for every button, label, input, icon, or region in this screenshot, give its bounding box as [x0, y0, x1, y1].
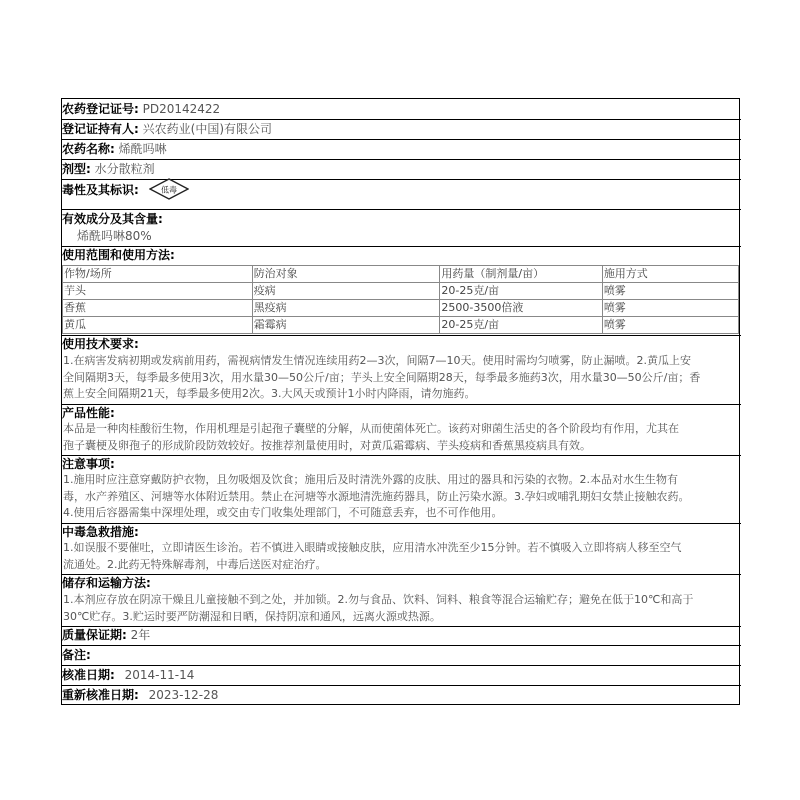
approve-value: 2014-11-14 [124, 668, 195, 682]
text-line: 4.使用后容器需集中深埋处理，或交由专门收集处理部门，不可随意丢弃，也不可作他用。 [63, 506, 503, 519]
name-value: 烯酰吗啉 [118, 142, 167, 156]
low-toxicity-symbol-text: 低毒 [160, 185, 177, 195]
text-line: 蕉上安全间隔期21天，每季最多使用2次。3.大风天或预计1小时内降雨，请勿施药。 [63, 387, 476, 400]
cell-dosage: 20-25克/亩 [440, 283, 602, 300]
low-toxicity-symbol-icon [149, 178, 189, 200]
toxicity-row [62, 181, 741, 209]
remarks-label: 备注: [62, 648, 91, 662]
divider [62, 119, 741, 120]
reapproval-date-row [62, 687, 741, 703]
firstaid-label: 中毒急救措施: [62, 525, 139, 539]
approval-date-row [62, 667, 741, 683]
divider [62, 685, 741, 686]
active-ingredient-row [62, 228, 741, 244]
cell-method: 喷雾 [602, 317, 738, 334]
text-line: 30℃贮存。3.贮运时要严防潮湿和日晒，保持阴凉和通风，远离火源或热源。 [63, 609, 441, 623]
usage-heading [62, 247, 741, 263]
reg-no-row [62, 101, 741, 117]
table-row [63, 317, 739, 334]
shelf-value: 2年 [130, 628, 151, 642]
divider [62, 139, 741, 140]
header-dosage: 用药量（制剂量/亩） [440, 266, 602, 283]
formulation-label: 剂型: [62, 162, 91, 176]
cell-target: 霜霉病 [252, 317, 440, 334]
text-line: 流通处。2.此药无特殊解毒剂，中毒后送医对症治疗。 [63, 557, 327, 571]
toxicity-label: 毒性及其标识: [62, 183, 139, 197]
storage-heading [62, 575, 741, 591]
divider [62, 665, 741, 666]
cell-crop: 黄瓜 [63, 317, 253, 334]
storage-label: 储存和运输方法: [62, 576, 151, 590]
cell-dosage: 2500-3500倍液 [440, 300, 602, 317]
holder-value: 兴农药业(中国)有限公司 [142, 122, 273, 136]
divider [62, 159, 741, 160]
divider [62, 209, 741, 210]
cell-crop: 芋头 [63, 283, 253, 300]
firstaid-heading [62, 524, 741, 540]
shelf-label: 质量保证期: [62, 628, 127, 642]
text-line: 1.施用时应注意穿戴防护衣物，且勿吸烟及饮食；施用后及时清洗外露的皮肤、用过的器具和污染的衣物。2.本品对水生生物有 [63, 473, 678, 486]
reapprove-label: 重新核准日期: [62, 688, 139, 702]
table-row [63, 283, 739, 300]
active-ingredient-heading [62, 211, 741, 227]
reg-no-label: 农药登记证号: [62, 102, 139, 116]
table-row [63, 300, 739, 317]
cell-dosage: 20-25克/亩 [440, 317, 602, 334]
cell-crop: 香蕉 [63, 300, 253, 317]
precautions-text [63, 472, 739, 522]
text-line: 1.本剂应存放在阴凉干燥且儿童接触不到之处，并加锁。2.勿与食品、饮料、饲料、粮食等混合运输贮存；避免在低于10℃和高于 [63, 593, 694, 606]
firstaid-text [63, 540, 739, 573]
performance-text [63, 421, 739, 454]
text-line: 孢子囊梗及卵孢子的形成阶段防效较好。按推荐剂量使用时，对黄瓜霜霉病、芋头疫病和香蕉黑疫病具有效。 [63, 438, 591, 452]
shelf-life-row [62, 627, 741, 643]
cell-target: 黑疫病 [252, 300, 440, 317]
usage-table [62, 265, 739, 334]
tech-text [63, 353, 739, 403]
holder-row [62, 121, 741, 137]
formulation-value: 水分散粒剂 [94, 162, 155, 176]
cell-method: 喷雾 [602, 300, 738, 317]
usage-label: 使用范围和使用方法: [62, 248, 175, 262]
reg-no-value: PD20142422 [142, 102, 221, 116]
text-line: 1.在病害发病初期或发病前用药，需视病情发生情况连续用药2—3次，间隔7—10天。使用时需均匀喷雾，防止漏喷。2.黄瓜上安 [63, 354, 691, 367]
performance-label: 产品性能: [62, 406, 115, 420]
approve-label: 核准日期: [62, 668, 115, 682]
text-line: 毒，水产养殖区、河塘等水体附近禁用。禁止在河塘等水源地清洗施药器具，防止污染水源。3.孕妇或哺乳期妇女禁止接触农药。 [63, 489, 690, 503]
remarks-row [62, 647, 741, 663]
name-label: 农药名称: [62, 142, 115, 156]
formulation-row [62, 161, 741, 177]
active-label: 有效成分及其含量: [62, 212, 163, 226]
text-line: 本品是一种肉桂酸衍生物，作用机理是引起孢子囊壁的分解，从而使菌体死亡。该药对卵菌生活史的各个阶段均有作用，尤其在 [63, 422, 679, 435]
precautions-heading [62, 456, 741, 472]
text-line: 全间隔期3天，每季最多使用3次，用水量30—50公斤/亩；芋头上安全间隔期28天，每季最多施药3次，用水量30—50公斤/亩；香 [63, 370, 701, 384]
cell-target: 疫病 [252, 283, 440, 300]
header-crop: 作物/场所 [63, 266, 253, 283]
tech-label: 使用技术要求: [62, 337, 139, 351]
text-line: 1.如误服不要催吐，立即请医生诊治。若不慎进入眼睛或接触皮肤，应用清水冲洗至少15分钟。若不慎吸入立即将病人移至空气 [63, 541, 682, 554]
table-header-row [63, 266, 739, 283]
cell-method: 喷雾 [602, 283, 738, 300]
tech-heading [62, 336, 741, 352]
performance-heading [62, 405, 741, 421]
registration-document [61, 98, 740, 705]
reapprove-value: 2023-12-28 [148, 688, 219, 702]
storage-text [63, 592, 739, 625]
precautions-label: 注意事项: [62, 457, 115, 471]
divider [62, 645, 741, 646]
header-method: 施用方式 [602, 266, 738, 283]
holder-label: 登记证持有人: [62, 122, 139, 136]
active-value: 烯酰吗啉80% [77, 229, 152, 243]
name-row [62, 141, 741, 157]
header-target: 防治对象 [252, 266, 440, 283]
